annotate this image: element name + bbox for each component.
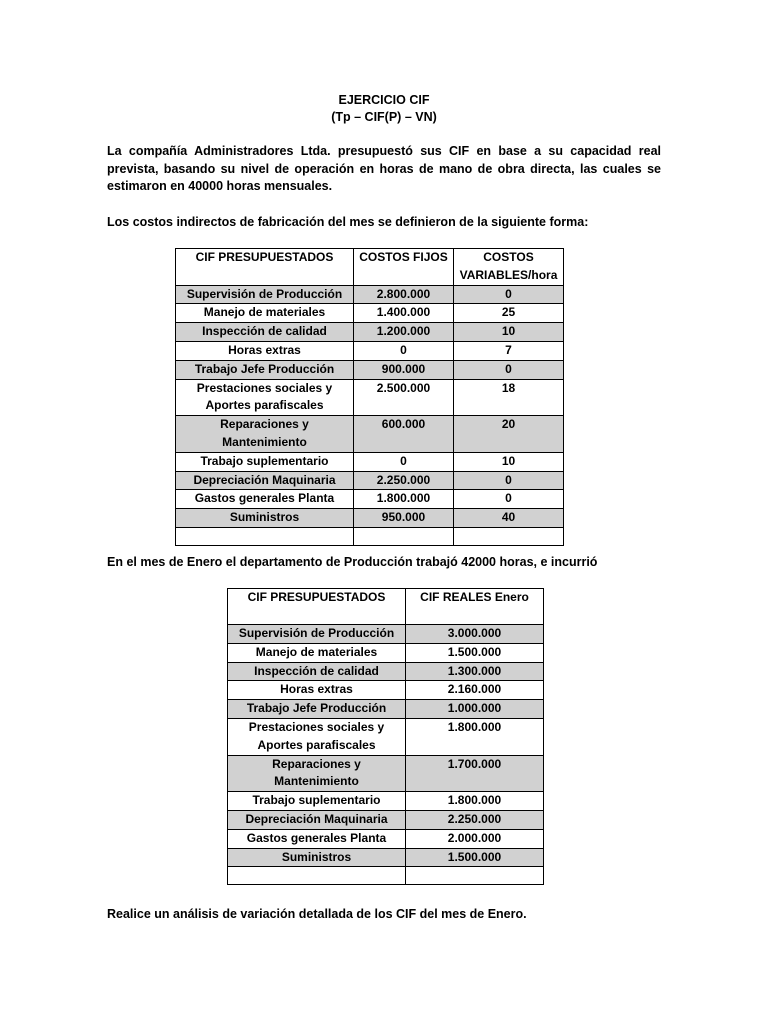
table-row [228,755,544,792]
row-variable: 0 [454,490,564,509]
document-title: EJERCICIO CIF [338,93,430,107]
row-name: Trabajo Jefe Producción [228,700,406,719]
row-name: Gastos generales Planta [176,490,354,509]
col-header-variable: COSTOS VARIABLES/hora [454,249,564,286]
col-header-fixed: COSTOS FIJOS [354,249,454,286]
table-row [176,471,564,490]
table-row [228,848,544,867]
table-row [228,643,544,662]
actual-table-header [228,589,544,625]
row-name: Horas extras [228,681,406,700]
intro-paragraph: La compañía Administradores Ltda. presupuestó sus CIF en base a su capacidad real prevista, basando su nivel de operación en horas de mano de obra directa, las cuales se estimaron en 40000 horas mensuales. [107,144,661,193]
costs-intro: Los costos indirectos de fabricación del mes se definieron de la siguiente forma: [107,215,589,229]
table-row [176,452,564,471]
row-variable: 0 [454,285,564,304]
row-fixed: 1.200.000 [354,323,454,342]
row-variable: 7 [454,341,564,360]
col-header-real: CIF REALES Enero [406,589,544,625]
january-intro: En el mes de Enero el departamento de Producción trabajó 42000 horas, e incurrió [107,555,598,569]
row-name: Reparaciones y Mantenimiento [176,416,354,453]
row-name: Inspección de calidad [176,323,354,342]
row-fixed: 600.000 [354,416,454,453]
actual-table [227,588,544,885]
table-row [176,509,564,528]
row-real: 1.700.000 [406,755,544,792]
row-fixed [354,527,454,545]
budget-table [175,248,564,546]
table-row-empty [176,527,564,545]
row-name: Suministros [228,848,406,867]
table-row [228,700,544,719]
row-real [406,867,544,885]
table-row [176,304,564,323]
row-name: Prestaciones sociales y Aportes parafiscales [228,718,406,755]
row-fixed: 950.000 [354,509,454,528]
row-variable: 10 [454,452,564,471]
table-row [176,341,564,360]
table-row [228,662,544,681]
row-name: Horas extras [176,341,354,360]
row-name: Gastos generales Planta [228,829,406,848]
budget-table-header [176,249,564,286]
closing-instruction: Realice un análisis de variación detallada de los CIF del mes de Enero. [107,907,527,921]
row-fixed: 0 [354,341,454,360]
row-fixed: 900.000 [354,360,454,379]
col-header-cif: CIF PRESUPUESTADOS [228,589,406,625]
row-real: 1.000.000 [406,700,544,719]
row-variable: 0 [454,360,564,379]
row-real: 2.000.000 [406,829,544,848]
row-name: Trabajo suplementario [228,792,406,811]
table-row-empty [228,867,544,885]
row-name: Trabajo Jefe Producción [176,360,354,379]
row-fixed: 2.250.000 [354,471,454,490]
table-row [228,829,544,848]
table-row [228,681,544,700]
row-fixed: 1.800.000 [354,490,454,509]
row-variable: 10 [454,323,564,342]
row-name: Depreciación Maquinaria [228,810,406,829]
table-row [176,416,564,453]
row-name [176,527,354,545]
row-real: 1.500.000 [406,848,544,867]
row-name: Suministros [176,509,354,528]
row-name: Inspección de calidad [228,662,406,681]
row-name: Reparaciones y Mantenimiento [228,755,406,792]
row-name: Trabajo suplementario [176,452,354,471]
row-variable: 20 [454,416,564,453]
table-row [176,285,564,304]
row-real: 2.160.000 [406,681,544,700]
row-name [228,867,406,885]
row-real: 1.500.000 [406,643,544,662]
row-variable [454,527,564,545]
table-row [228,792,544,811]
row-fixed: 0 [354,452,454,471]
row-name: Depreciación Maquinaria [176,471,354,490]
row-name: Manejo de materiales [228,643,406,662]
row-fixed: 2.800.000 [354,285,454,304]
row-real: 3.000.000 [406,625,544,644]
row-fixed: 1.400.000 [354,304,454,323]
row-real: 1.300.000 [406,662,544,681]
table-row [176,379,564,416]
row-real: 1.800.000 [406,718,544,755]
row-real: 2.250.000 [406,810,544,829]
row-fixed: 2.500.000 [354,379,454,416]
table-row [176,490,564,509]
col-header-cif: CIF PRESUPUESTADOS [176,249,354,286]
row-variable: 40 [454,509,564,528]
row-name: Manejo de materiales [176,304,354,323]
table-row [228,718,544,755]
row-name: Supervisión de Producción [228,625,406,644]
row-variable: 0 [454,471,564,490]
table-row [228,625,544,644]
row-name: Prestaciones sociales y Aportes parafiscales [176,379,354,416]
row-real: 1.800.000 [406,792,544,811]
row-name: Supervisión de Producción [176,285,354,304]
table-row [228,810,544,829]
table-row [176,360,564,379]
row-variable: 18 [454,379,564,416]
document-subtitle: (Tp – CIF(P) – VN) [331,110,437,124]
row-variable: 25 [454,304,564,323]
table-row [176,323,564,342]
